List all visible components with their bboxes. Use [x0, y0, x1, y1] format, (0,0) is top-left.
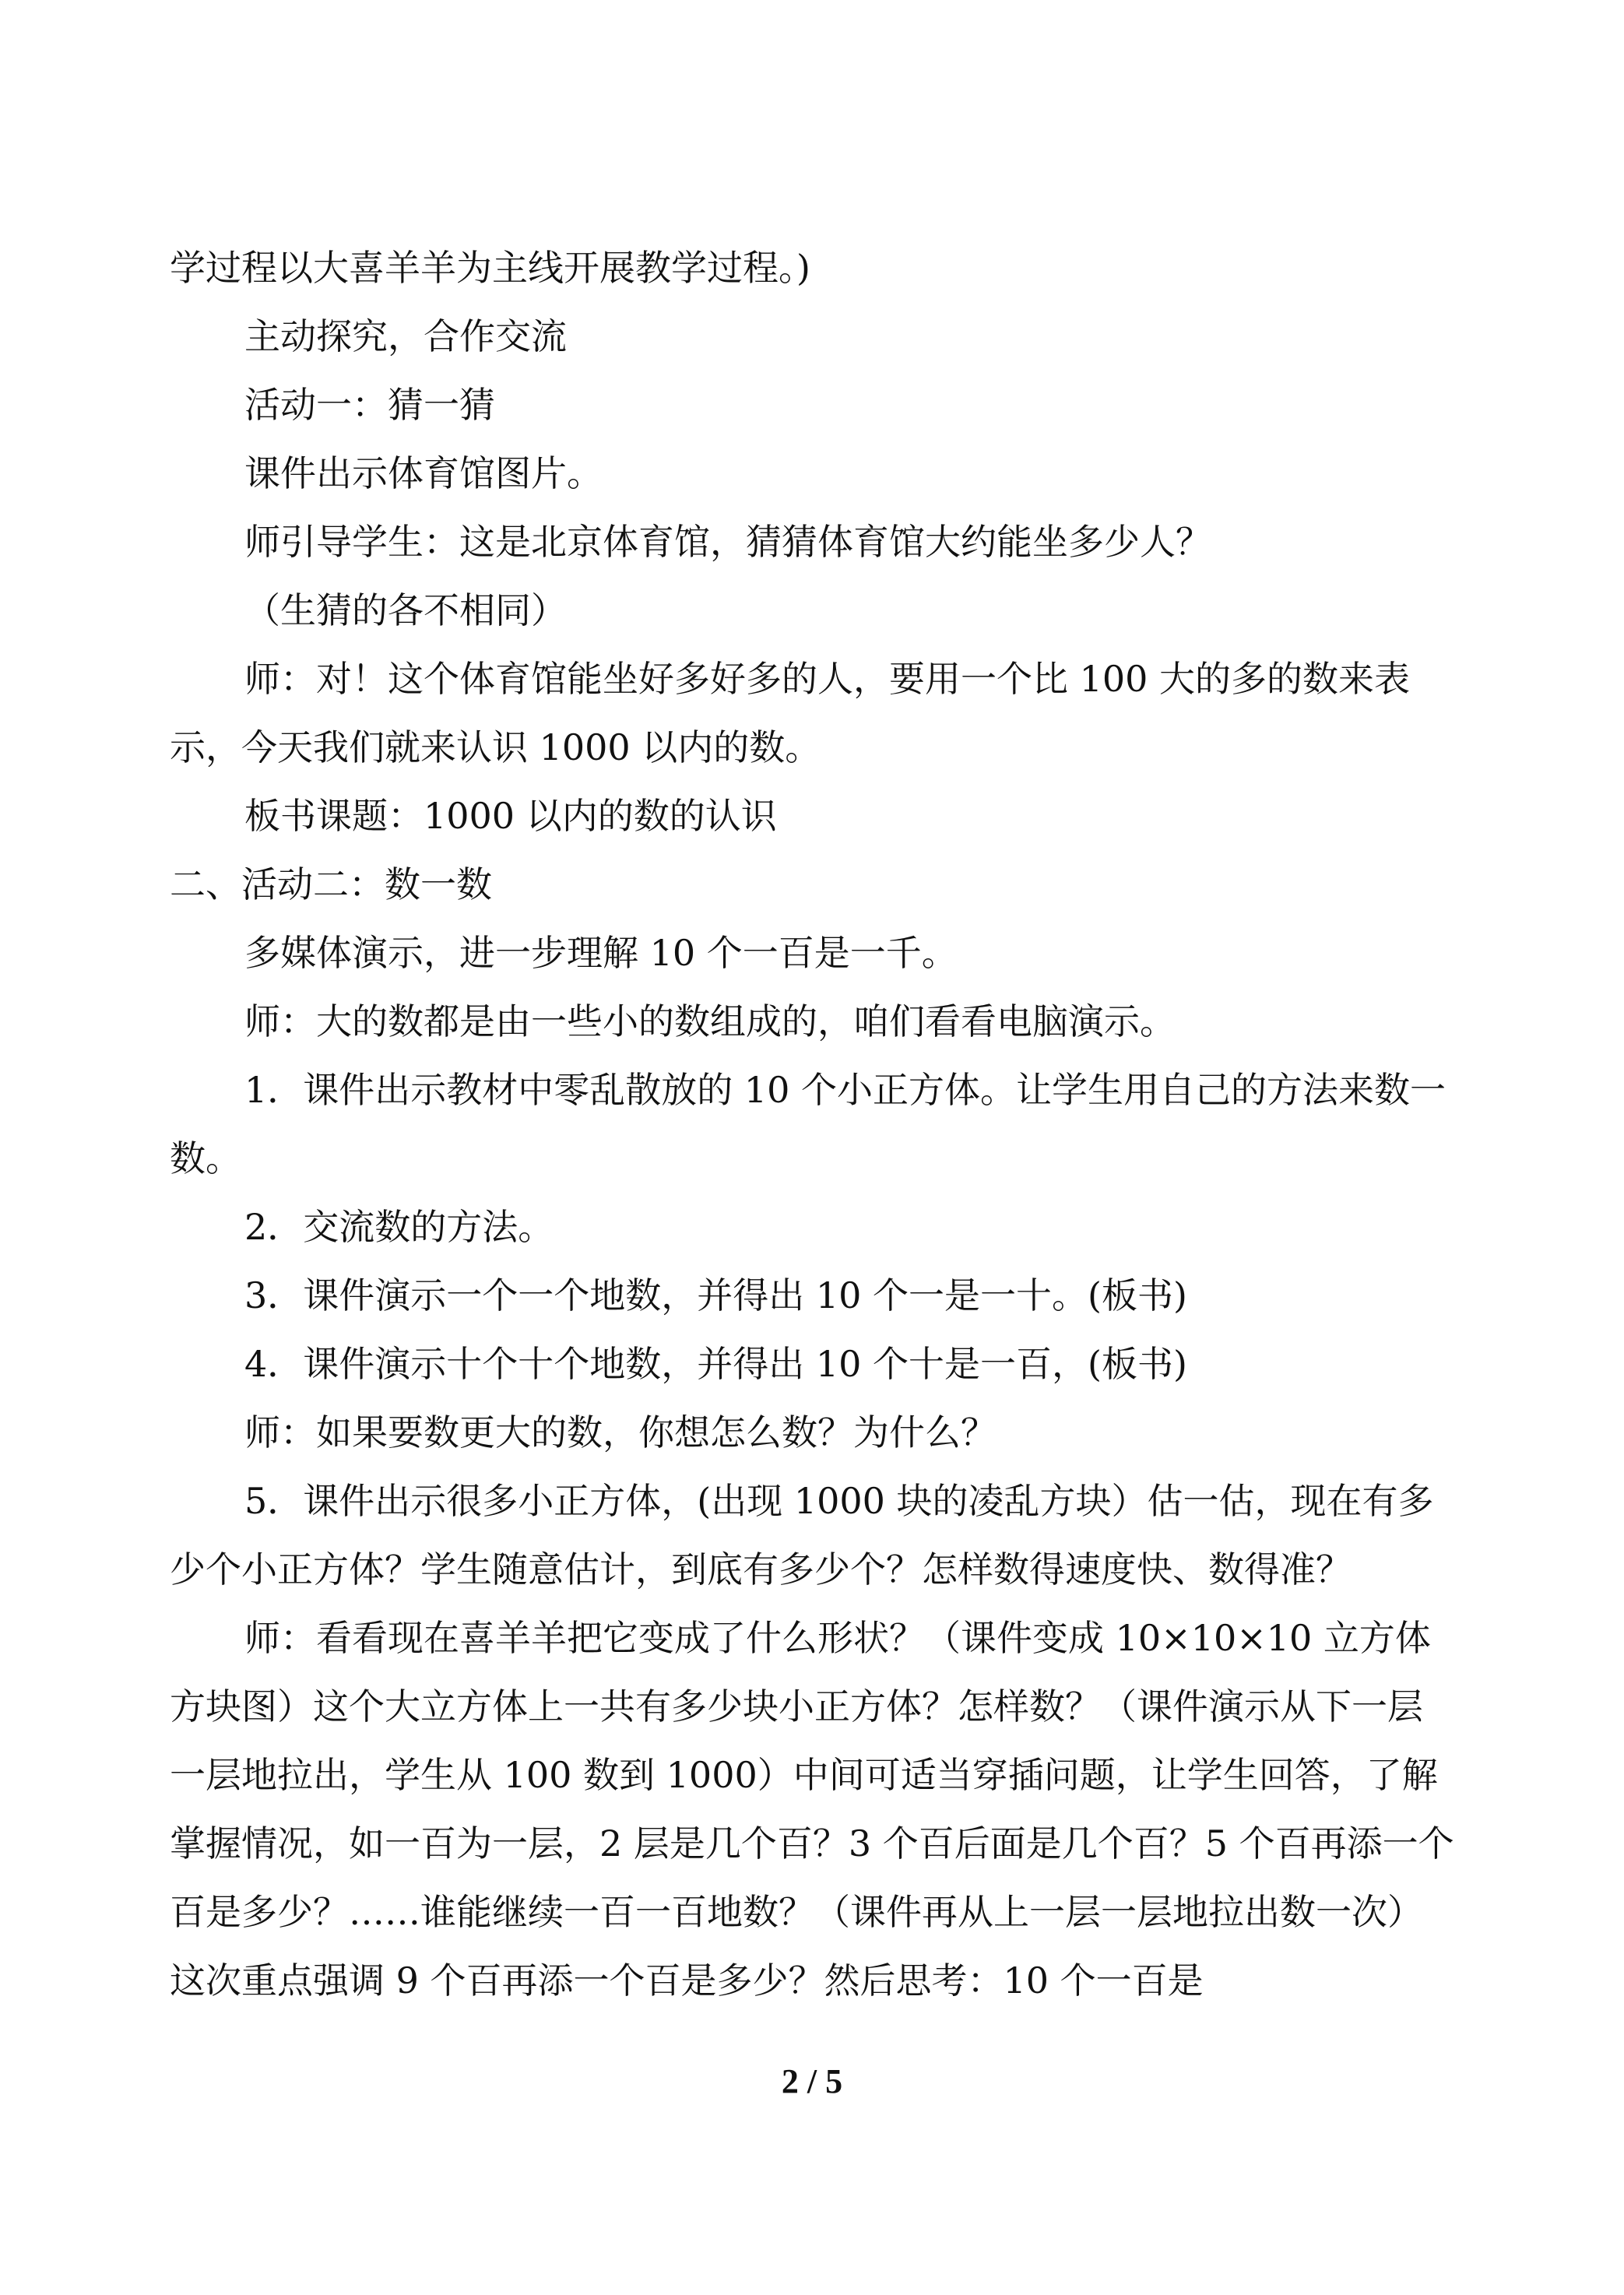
paragraph-6: （生猜的各不相同）	[244, 589, 567, 631]
paragraph-10: 多媒体演示，进一步理解 10 个一百是一千。	[244, 932, 958, 974]
paragraph-7: 师：对！这个体育馆能坐好多好多的人，要用一个比 100 大的多的数来表示，今天我们就来认识 1000 以内的数。	[170, 658, 1411, 768]
paragraph-8: 板书课题：1000 以内的数的认识	[244, 795, 777, 837]
paragraph-15: 4．课件演示十个十个地数，并得出 10 个十是一百，(板书)	[244, 1343, 1187, 1385]
paragraph-3: 活动一：猜一猜	[244, 384, 495, 426]
paragraph-17: 5．课件出示很多小正方体，(出现 1000 块的凌乱方块）估一估，现在有多少个小正方体？学生随意估计，到底有多少个？怎样数得速度快、数得准？	[170, 1480, 1434, 1590]
paragraph-18: 师：看看现在喜羊羊把它变成了什么形状？（课件变成 10×10×10 立方体方块图）这个大立方体上一共有多少块小正方体？怎样数？（课件演示从下一层一层地拉出，学生从 100 数到 1000）中间可适当穿插问题，让学生回答，了解掌握情况，如一百为一层，2 层是几个百？3 个百后面是几个百？5 个百再添一个百是多少？……谁能继续一百一百地数？（课件再从上一层一层地拉出数一次）这次重点强调 9 个百再添一个百是多少？然后思考：10 个一百是	[170, 1617, 1454, 2002]
paragraph-13: 2．交流数的方法。	[244, 1206, 554, 1248]
paragraph-16: 师：如果要数更大的数，你想怎么数？为什么？	[244, 1411, 997, 1453]
page-number: 2 / 5	[781, 2062, 843, 2100]
paragraph-2: 主动探究，合作交流	[244, 315, 567, 357]
paragraph-9: 二、活动二：数一数	[170, 863, 492, 905]
paragraph-14: 3．课件演示一个一个地数，并得出 10 个一是一十。(板书)	[244, 1274, 1187, 1316]
paragraph-5: 师引导学生：这是北京体育馆，猜猜体育馆大约能坐多少人？	[244, 521, 1211, 563]
paragraph-11: 师：大的数都是由一些小的数组成的，咱们看看电脑演示。	[244, 1000, 1176, 1042]
paragraph-12: 1．课件出示教材中零乱散放的 10 个小正方体。让学生用自己的方法来数一数。	[170, 1069, 1446, 1179]
document-body	[170, 234, 1454, 2015]
paragraph-1: 学过程以大喜羊羊为主线开展教学过程。)	[170, 247, 810, 289]
paragraph-4: 课件出示体育馆图片。	[244, 452, 603, 494]
